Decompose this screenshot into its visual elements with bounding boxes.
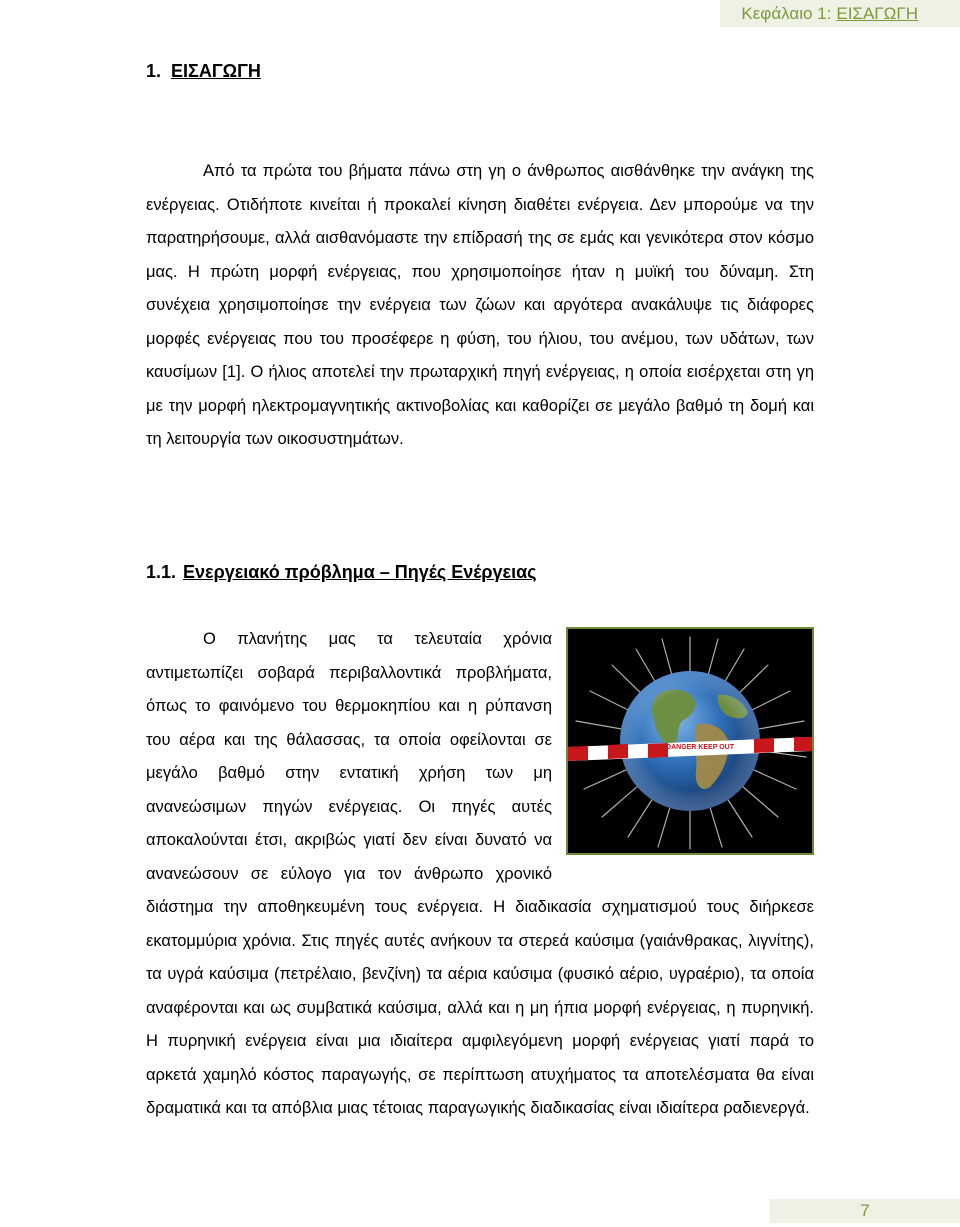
earth-danger-figure	[566, 627, 814, 855]
energy-problem-paragraph	[146, 623, 814, 1126]
chapter-label: Κεφάλαιο 1:	[741, 3, 832, 23]
section-title: ΕΙΣΑΓΩΓΗ	[171, 61, 261, 81]
earth-illustration	[568, 629, 812, 853]
subsection-number: 1.1.	[146, 562, 177, 582]
page-number: 7	[770, 1199, 960, 1223]
tape-text: DANGER KEEP OUT	[666, 744, 734, 751]
running-header	[720, 0, 960, 27]
section-heading-1	[146, 61, 261, 82]
intro-paragraph: Από τα πρώτα του βήματα πάνω στη γη ο άνθρωπος αισθάνθηκε την ανάγκη της ενέργειας. Οτιδήποτε κινείται ή προκαλεί κίνηση διαθέτει ενέργεια. Δεν μπορούμε να την παρατηρήσουμε, αλλά αισθανόμαστε την επίδρασή της σε εμάς και γενικότερα στον κόσμο μας. Η πρώτη μορφή ενέργειας, που χρησιμοποίησε ήταν η μυϊκή του δύναμη. Στη συνέχεια χρησιμοποίησε την ενέργεια των ζώων και αργότερα ανακάλυψε τις διάφορες μορφές ενέργειας που του προσέφερε η φύση, του ήλιου, του ανέμου, των υδάτων, των καυσίμων [1]. Ο ήλιος αποτελεί την πρωταρχική πηγή ενέργειας, η οποία εισέρχεται στη γη με την μορφή ηλεκτρομαγνητικής ακτινοβολίας και καθορίζει σε μεγάλο βαθμό τη δομή και τη λειτουργία των οικοσυστημάτων.	[146, 162, 814, 448]
section-number: 1.	[146, 61, 162, 81]
subsection-title: Ενεργειακό πρόβλημα – Πηγές Ενέργειας	[183, 562, 537, 582]
section-heading-1-1	[146, 562, 537, 583]
chapter-link[interactable]: ΕΙΣΑΓΩΓΗ	[836, 3, 918, 23]
energy-problem-text: Ο πλανήτης μας τα τελευταία χρόνια αντιμετωπίζει σοβαρά περιβαλλοντικά προβλήματα, όπως το φαινόμενο του θερμοκηπίου και η ρύπανση του αέρα και της θάλασσας, τα οποία οφείλονται σε μεγάλο βαθμό στην εντατική χρήση των μη ανανεώσιμων πηγών ενέργειας. Οι πηγές αυτές αποκαλούνται έτσι, ακριβώς γιατί δεν είναι δυνατό να ανανεώσουν σε εύλογο για τον άνθρωπο χρονικό διάστημα την αποθηκευμένη τους ενέργεια. Η διαδικασία σχηματισμού τους διήρκεσε εκατομμύρια χρόνια. Στις πηγές αυτές ανήκουν τα στερεά καύσιμα (γαιάνθρακας, λιγνίτης), τα υγρά καύσιμα (πετρέλαιο, βενζίνη) τα αέρια καύσιμα (φυσικό αέριο, υγραέριο), τα οποία αναφέρονται και ως συμβατικά καύσιμα, αλλά και η μη ήπια μορφή ενέργειας, η πυρηνική. Η πυρηνική ενέργεια είναι μια ιδιαίτερα αμφιλεγόμενη μορφή ενέργειας γιατί παρά το αρκετά χαμηλό κόστος παραγωγής, σε περίπτωση ατυχήματος τα αποτελέσματα θα είναι δραματικά και τα απόβλια μιας τέτοιας παραγωγικής διαδικασίας είναι ιδιαίτερα ραδιενεργά.	[146, 630, 814, 1117]
